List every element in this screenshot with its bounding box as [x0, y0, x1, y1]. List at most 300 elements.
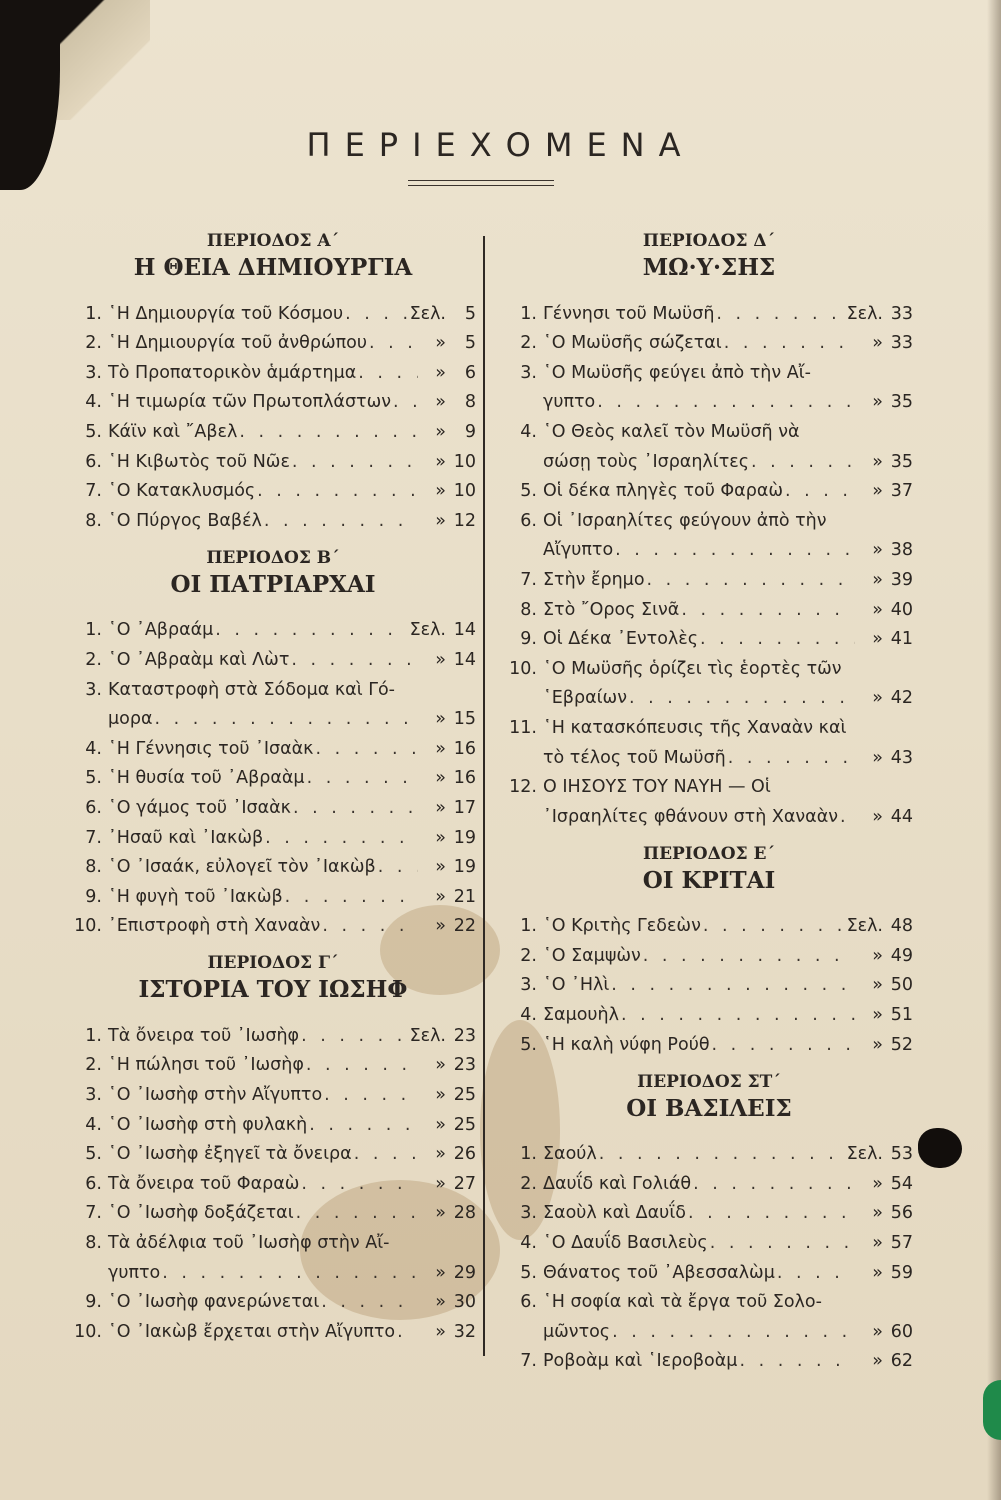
leader-dots	[306, 1053, 418, 1077]
ditto-mark: »	[435, 333, 446, 354]
entry-page	[420, 855, 476, 879]
page-number: 57	[890, 1233, 913, 1254]
entry-number: 1.	[85, 1025, 102, 1046]
leader-dots	[301, 1024, 407, 1048]
toc-entry	[70, 1137, 476, 1167]
entry-title: ᾿Επιστροφὴ στὴ Χαναὰν	[108, 916, 321, 937]
leader-dots	[840, 805, 855, 829]
page-number: 53	[890, 1144, 913, 1165]
entry-page	[420, 796, 476, 820]
entry-title: Οἱ δέκα πληγὲς τοῦ Φαραὼ	[543, 481, 784, 502]
entry-title: ῾Η φυγὴ τοῦ ᾿Ιακὼβ	[108, 886, 283, 907]
entry-page	[420, 766, 476, 790]
page-number: 40	[890, 599, 913, 620]
entry-title: ῾Ο ᾿Ιωσὴφ δοξάζεται	[108, 1203, 294, 1224]
ditto-mark: »	[435, 916, 446, 937]
entry-title: ῾Ο ᾿Ισαάκ, εὐλογεῖ τὸν ᾿Ιακὼβ	[108, 857, 376, 878]
toc-entry	[70, 326, 476, 356]
toc-entry-continuation	[505, 681, 913, 711]
leader-dots	[693, 1172, 855, 1196]
entry-page	[420, 450, 476, 474]
ditto-mark: »	[872, 945, 883, 966]
page-number: 22	[453, 916, 476, 937]
entry-number: 3.	[85, 362, 102, 383]
entry-number: 1.	[85, 303, 102, 324]
leader-dots	[257, 479, 418, 503]
page-number: 42	[890, 688, 913, 709]
entry-page	[420, 509, 476, 533]
leader-dots	[293, 796, 418, 820]
ditto-mark: »	[435, 857, 446, 878]
entry-title: ῾Η καλὴ νύφη Ρούθ	[543, 1034, 710, 1055]
page-number: 5	[464, 333, 476, 354]
page-label: Σελ.	[409, 620, 446, 641]
toc-entry	[70, 355, 476, 385]
page-label: Σελ.	[846, 1144, 883, 1165]
page-label: Σελ.	[846, 916, 883, 937]
entry-page	[420, 1113, 476, 1137]
ditto-mark: »	[435, 709, 446, 730]
leader-dots	[751, 450, 855, 474]
entry-title: ῾Η Δημιουργία τοῦ Κόσμου	[108, 303, 344, 324]
entry-title: ῾Ο ᾿Αβραὰμ καὶ Λὼτ	[108, 649, 290, 670]
entry-page	[420, 420, 476, 444]
toc-entry	[505, 1137, 913, 1167]
leader-dots	[712, 1033, 855, 1057]
toc-entry	[505, 326, 913, 356]
entry-title: ῾Η κατασκόπευσις τῆς Χαναὰν καὶ	[543, 717, 847, 738]
entry-title: ῾Η Δημιουργία τοῦ ἀνθρώπου	[108, 333, 367, 354]
leader-dots	[597, 390, 855, 414]
toc-entry	[505, 1166, 913, 1196]
entry-page	[857, 598, 913, 622]
page-number: 25	[453, 1085, 476, 1106]
entry-number: 2.	[85, 1055, 102, 1076]
ditto-mark: »	[872, 1034, 883, 1055]
entry-page	[857, 1201, 913, 1225]
entry-title: Σαούλ	[543, 1144, 597, 1165]
leader-dots	[612, 1320, 855, 1344]
entry-number: 2.	[520, 945, 537, 966]
leader-dots	[700, 627, 855, 651]
page-number: 37	[890, 481, 913, 502]
toc-entry	[70, 672, 476, 702]
entry-title: ῾Ο γάμος τοῦ ᾿Ισαὰκ	[108, 797, 291, 818]
toc-entry	[70, 1285, 476, 1315]
entry-page	[857, 686, 913, 710]
page-number: 44	[890, 806, 913, 827]
toc-entry	[505, 622, 913, 652]
entry-title: ῾Ο Μωϋσῆς φεύγει ἀπὸ τὴν Αἴ-	[543, 362, 811, 383]
entry-title: ῾Η πώλησι τοῦ ᾿Ιωσὴφ	[108, 1055, 304, 1076]
entry-number: 9.	[85, 1292, 102, 1313]
page-number: 48	[890, 916, 913, 937]
period-label: ΠΕΡΙΟΔΟΣ Ε΄	[643, 843, 775, 864]
toc-entry-continuation	[505, 533, 913, 563]
entry-page	[420, 1083, 476, 1107]
page-number: 17	[453, 797, 476, 818]
entry-title: Τὰ ἀδέλφια τοῦ ᾿Ιωσὴφ στὴν Αἴ-	[108, 1233, 390, 1254]
ditto-mark: »	[435, 451, 446, 472]
entry-number: 4.	[85, 392, 102, 413]
ditto-mark: »	[872, 975, 883, 996]
period-label: ΠΕΡΙΟΔΟΣ ΣΤ΄	[637, 1071, 781, 1092]
leader-dots	[688, 1201, 855, 1225]
period-title: ΟΙ ΠΑΤΡΙΑΡΧΑΙ	[170, 570, 376, 598]
entry-number: 2.	[520, 1173, 537, 1194]
leader-dots	[292, 450, 418, 474]
ditto-mark: »	[872, 1351, 883, 1372]
entry-page	[410, 1024, 476, 1048]
entry-title: ῾Ο Κατακλυσμός	[108, 481, 256, 502]
entry-title: ῾Ο ᾿Ιωσὴφ στὴ φυλακὴ	[108, 1114, 308, 1135]
leader-dots	[397, 1320, 418, 1344]
period-title: ΟΙ ΚΡΙΤΑΙ	[642, 866, 776, 894]
entry-title: ῾Ο Πύργος Βαβέλ	[108, 510, 262, 531]
entry-number: 1.	[520, 916, 537, 937]
entry-number: 8.	[85, 857, 102, 878]
ditto-mark: »	[435, 421, 446, 442]
entry-title: Οἱ ᾿Ισραηλίτες φεύγουν ἀπὸ τὴν	[543, 510, 827, 531]
toc-entry	[70, 414, 476, 444]
entry-page	[847, 1142, 913, 1166]
toc-entry	[505, 1225, 913, 1255]
leader-dots	[358, 361, 418, 385]
right-column	[505, 230, 913, 1373]
entry-number: 6.	[85, 797, 102, 818]
entry-number: 11.	[509, 717, 537, 738]
entry-page	[857, 390, 913, 414]
entry-page	[410, 302, 476, 326]
toc-entry	[70, 820, 476, 850]
page-number: 26	[453, 1144, 476, 1165]
entry-number: 1.	[85, 620, 102, 641]
ditto-mark: »	[435, 362, 446, 383]
leader-dots	[296, 1201, 418, 1225]
toc-entry	[505, 651, 913, 681]
ditto-mark: »	[872, 599, 883, 620]
toc-entry	[505, 770, 913, 800]
leader-dots	[643, 944, 855, 968]
page-number: 56	[890, 1203, 913, 1224]
leader-dots	[710, 1231, 855, 1255]
ditto-mark: »	[435, 886, 446, 907]
ditto-mark: »	[872, 747, 883, 768]
entry-page	[420, 1142, 476, 1166]
ditto-mark: »	[435, 827, 446, 848]
section-gap	[505, 1057, 913, 1071]
toc-entry-continuation	[505, 444, 913, 474]
ditto-mark: »	[872, 1321, 883, 1342]
ditto-mark: »	[435, 481, 446, 502]
entry-title-continued: τὸ τέλος τοῦ Μωϋσῆ	[543, 747, 726, 768]
entry-number: 5.	[520, 481, 537, 502]
entry-number: 5.	[85, 768, 102, 789]
ditto-mark: »	[435, 1292, 446, 1313]
leader-dots	[393, 390, 418, 414]
page-number: 49	[890, 945, 913, 966]
ditto-mark: »	[435, 1144, 446, 1165]
toc-entry	[70, 444, 476, 474]
toc-entry	[505, 562, 913, 592]
entry-title: Κάϊν καὶ ῎Αβελ	[108, 421, 238, 442]
entry-page	[420, 707, 476, 731]
leader-dots	[215, 618, 407, 642]
ditto-mark: »	[435, 649, 446, 670]
entry-number: 2.	[520, 333, 537, 354]
page-number: 52	[890, 1034, 913, 1055]
toc-entry	[70, 1107, 476, 1137]
page-number: 51	[890, 1005, 913, 1026]
entry-page	[857, 944, 913, 968]
leader-dots	[322, 914, 418, 938]
entry-number: 10.	[74, 916, 102, 937]
page-number: 19	[453, 857, 476, 878]
toc-entry	[70, 1166, 476, 1196]
leader-dots	[629, 686, 855, 710]
ditto-mark: »	[872, 392, 883, 413]
entry-number: 7.	[85, 481, 102, 502]
leader-dots	[309, 1113, 418, 1137]
leader-dots	[285, 885, 418, 909]
leader-dots	[739, 1349, 855, 1373]
page-number: 10	[453, 451, 476, 472]
page-number: 16	[453, 768, 476, 789]
entry-title-continued: ῾Εβραίων	[543, 688, 627, 709]
title-rule	[408, 180, 554, 181]
toc-entry	[70, 613, 476, 643]
entry-page	[420, 648, 476, 672]
toc-entry	[70, 296, 476, 326]
entry-title: Σαμουὴλ	[543, 1005, 620, 1026]
leader-dots	[785, 479, 855, 503]
entry-title: Σαοὺλ καὶ Δαυΐδ	[543, 1203, 686, 1224]
ditto-mark: »	[435, 1203, 446, 1224]
toc-entry	[505, 414, 913, 444]
toc-entry	[70, 761, 476, 791]
entry-number: 3.	[520, 975, 537, 996]
toc-entry	[505, 968, 913, 998]
entry-page	[847, 914, 913, 938]
entry-number: 5.	[520, 1034, 537, 1055]
page-number: 33	[890, 333, 913, 354]
leader-dots	[599, 1142, 845, 1166]
entry-number: 2.	[85, 649, 102, 670]
ditto-mark: »	[872, 481, 883, 502]
ditto-mark: »	[872, 1262, 883, 1283]
page-number: 59	[890, 1262, 913, 1283]
entry-number: 7.	[85, 1203, 102, 1224]
entry-number: 5.	[85, 421, 102, 442]
entry-page	[420, 1261, 476, 1285]
page-number: 8	[464, 392, 476, 413]
page-number: 54	[890, 1173, 913, 1194]
entry-number: 2.	[85, 333, 102, 354]
entry-page	[420, 1290, 476, 1314]
page-number: 19	[453, 827, 476, 848]
entry-page	[420, 914, 476, 938]
entry-title: Τὸ Προπατορικὸν ἁμάρτημα	[108, 362, 357, 383]
entry-title-continued: γυπτο	[543, 392, 596, 413]
entry-page	[857, 627, 913, 651]
entry-title: Θάνατος τοῦ ᾿Αβεσσαλὼμ	[543, 1262, 775, 1283]
period-label: ΠΕΡΙΟΔΟΣ Γ΄	[207, 953, 339, 974]
page-number: 23	[453, 1055, 476, 1076]
entry-number: 4.	[85, 1114, 102, 1135]
page-number: 50	[890, 975, 913, 996]
entry-title: ῾Ο Μωϋσῆς σώζεται	[543, 333, 722, 354]
entry-title: ῾Ο ᾿Ιωσὴφ στὴν Αἴγυπτο	[108, 1085, 323, 1106]
page-number: 27	[453, 1173, 476, 1194]
entry-title: ῾Η Κιβωτὸς τοῦ Νῶε	[108, 451, 290, 472]
entry-number: 3.	[85, 679, 102, 700]
entry-title: Οἱ Δέκα ᾿Εντολὲς	[543, 629, 699, 650]
entry-page	[420, 361, 476, 385]
section-gap	[505, 829, 913, 843]
entry-page	[420, 885, 476, 909]
entry-number: 6.	[85, 1173, 102, 1194]
ditto-mark: »	[872, 806, 883, 827]
column-divider	[483, 236, 485, 1356]
toc-entry	[70, 1077, 476, 1107]
toc-entry-continuation	[505, 1314, 913, 1344]
entry-number: 12.	[509, 777, 537, 798]
ditto-mark: »	[872, 333, 883, 354]
page-number: 35	[890, 451, 913, 472]
ditto-mark: »	[435, 738, 446, 759]
entry-number: 3.	[85, 1085, 102, 1106]
toc-entry	[70, 879, 476, 909]
ink-blot	[918, 1128, 962, 1168]
leader-dots	[724, 331, 855, 355]
page-number: 25	[453, 1114, 476, 1135]
entry-page	[420, 737, 476, 761]
toc-entry	[505, 592, 913, 622]
entry-title: ῾Ο ᾿Ιακὼβ ἔρχεται στὴν Αἴγυπτο	[108, 1321, 396, 1342]
entry-page	[420, 479, 476, 503]
page-number: 28	[453, 1203, 476, 1224]
leader-dots	[621, 1003, 855, 1027]
entry-title: ᾿Ησαῦ καὶ ᾿Ιακὼβ	[108, 827, 264, 848]
entry-page	[857, 1349, 913, 1373]
page-number: 62	[890, 1351, 913, 1372]
entry-number: 10.	[74, 1321, 102, 1342]
toc-entry	[505, 909, 913, 939]
page-number: 43	[890, 747, 913, 768]
page-number: 60	[890, 1321, 913, 1342]
ditto-mark: »	[435, 1321, 446, 1342]
entry-title: Στὴν ἔρημο	[543, 569, 645, 590]
entry-number: 9.	[520, 629, 537, 650]
toc-entry	[70, 1314, 476, 1344]
entry-title-continued: μῶντος	[543, 1321, 611, 1342]
entry-title: ῾Ο ᾿Αβραάμ	[108, 620, 214, 641]
entry-page	[857, 973, 913, 997]
entry-number: 10.	[509, 658, 537, 679]
entry-title: Ροβοὰμ καὶ ῾Ιεροβοὰμ	[543, 1351, 738, 1372]
entry-page	[857, 1320, 913, 1344]
ditto-mark: »	[435, 797, 446, 818]
page-number: 12	[453, 510, 476, 531]
page-number: 9	[464, 421, 476, 442]
leader-dots	[681, 598, 855, 622]
entry-number: 3.	[520, 1203, 537, 1224]
entry-number: 1.	[520, 1144, 537, 1165]
toc-entry	[70, 1048, 476, 1078]
entry-page	[857, 805, 913, 829]
green-marker	[983, 1380, 1001, 1440]
entry-number: 4.	[520, 1005, 537, 1026]
ditto-mark: »	[872, 569, 883, 590]
entry-title: ῾Ο Δαυΐδ Βασιλεὺς	[543, 1233, 708, 1254]
period-label: ΠΕΡΙΟΔΟΣ Β΄	[206, 547, 340, 568]
entry-page	[857, 1003, 913, 1027]
entry-title-continued: ᾿Ισραηλίτες φθάνουν στὴ Χαναὰν	[543, 806, 839, 827]
entry-number: 9.	[85, 886, 102, 907]
toc-entry	[70, 790, 476, 820]
entry-number: 4.	[520, 421, 537, 442]
page-title: ΠΕΡΙΕΧΟΜΕΝΑ	[306, 126, 695, 164]
page-number: 21	[453, 886, 476, 907]
entry-page	[857, 1261, 913, 1285]
page-label: Σελ.	[409, 1025, 446, 1046]
period-title: Η ΘΕΙΑ ΔΗΜΙΟΥΡΓΙΑ	[133, 254, 413, 281]
leader-dots	[777, 1261, 855, 1285]
ditto-mark: »	[435, 768, 446, 789]
entry-page	[857, 746, 913, 770]
entry-title: Στὸ ῎Ορος Σινᾶ	[543, 599, 680, 620]
leader-dots	[321, 1290, 418, 1314]
leader-dots	[265, 826, 418, 850]
toc-entry-continuation	[505, 799, 913, 829]
entry-title-continued: Αἴγυπτο	[543, 540, 614, 561]
left-column	[70, 230, 476, 1344]
leader-dots	[291, 648, 418, 672]
entry-title: ῾Ο Μωϋσῆς ὁρίζει τὶς ἑορτὲς τῶν	[543, 658, 842, 679]
toc-entry	[505, 474, 913, 504]
ditto-mark: »	[435, 1085, 446, 1106]
page-number: 6	[464, 362, 476, 383]
period-title: ΟΙ ΒΑΣΙΛΕΙΣ	[626, 1094, 792, 1122]
leader-dots	[647, 568, 855, 592]
section-gap	[70, 533, 476, 547]
leader-dots	[307, 766, 418, 790]
ditto-mark: »	[435, 392, 446, 413]
page-number: 16	[453, 738, 476, 759]
entry-title: Δαυΐδ καὶ Γολιάθ	[543, 1173, 692, 1194]
ditto-mark: »	[435, 1262, 446, 1283]
page-number: 35	[890, 392, 913, 413]
toc-entry	[70, 731, 476, 761]
ditto-mark: »	[872, 629, 883, 650]
ditto-mark: »	[872, 451, 883, 472]
entry-page	[857, 331, 913, 355]
entry-page	[857, 1033, 913, 1057]
ditto-mark: »	[435, 1055, 446, 1076]
toc-entry	[505, 503, 913, 533]
toc-entry	[505, 938, 913, 968]
entry-title: ῾Ο Κριτὴς Γεδεὼν	[543, 916, 701, 937]
leader-dots	[728, 746, 855, 770]
entry-title: ῾Ο ᾿Ιωσὴφ ἐξηγεῖ τὰ ὄνειρα	[108, 1144, 352, 1165]
entry-title: Ο ΙΗΣΟΥΣ ΤΟΥ ΝΑΥΗ — Οἱ	[543, 777, 771, 798]
page-number: 29	[453, 1262, 476, 1283]
entry-number: 8.	[85, 510, 102, 531]
entry-page	[420, 1172, 476, 1196]
entry-number: 6.	[85, 451, 102, 472]
page-number: 30	[453, 1292, 476, 1313]
toc-entry	[505, 1344, 913, 1374]
